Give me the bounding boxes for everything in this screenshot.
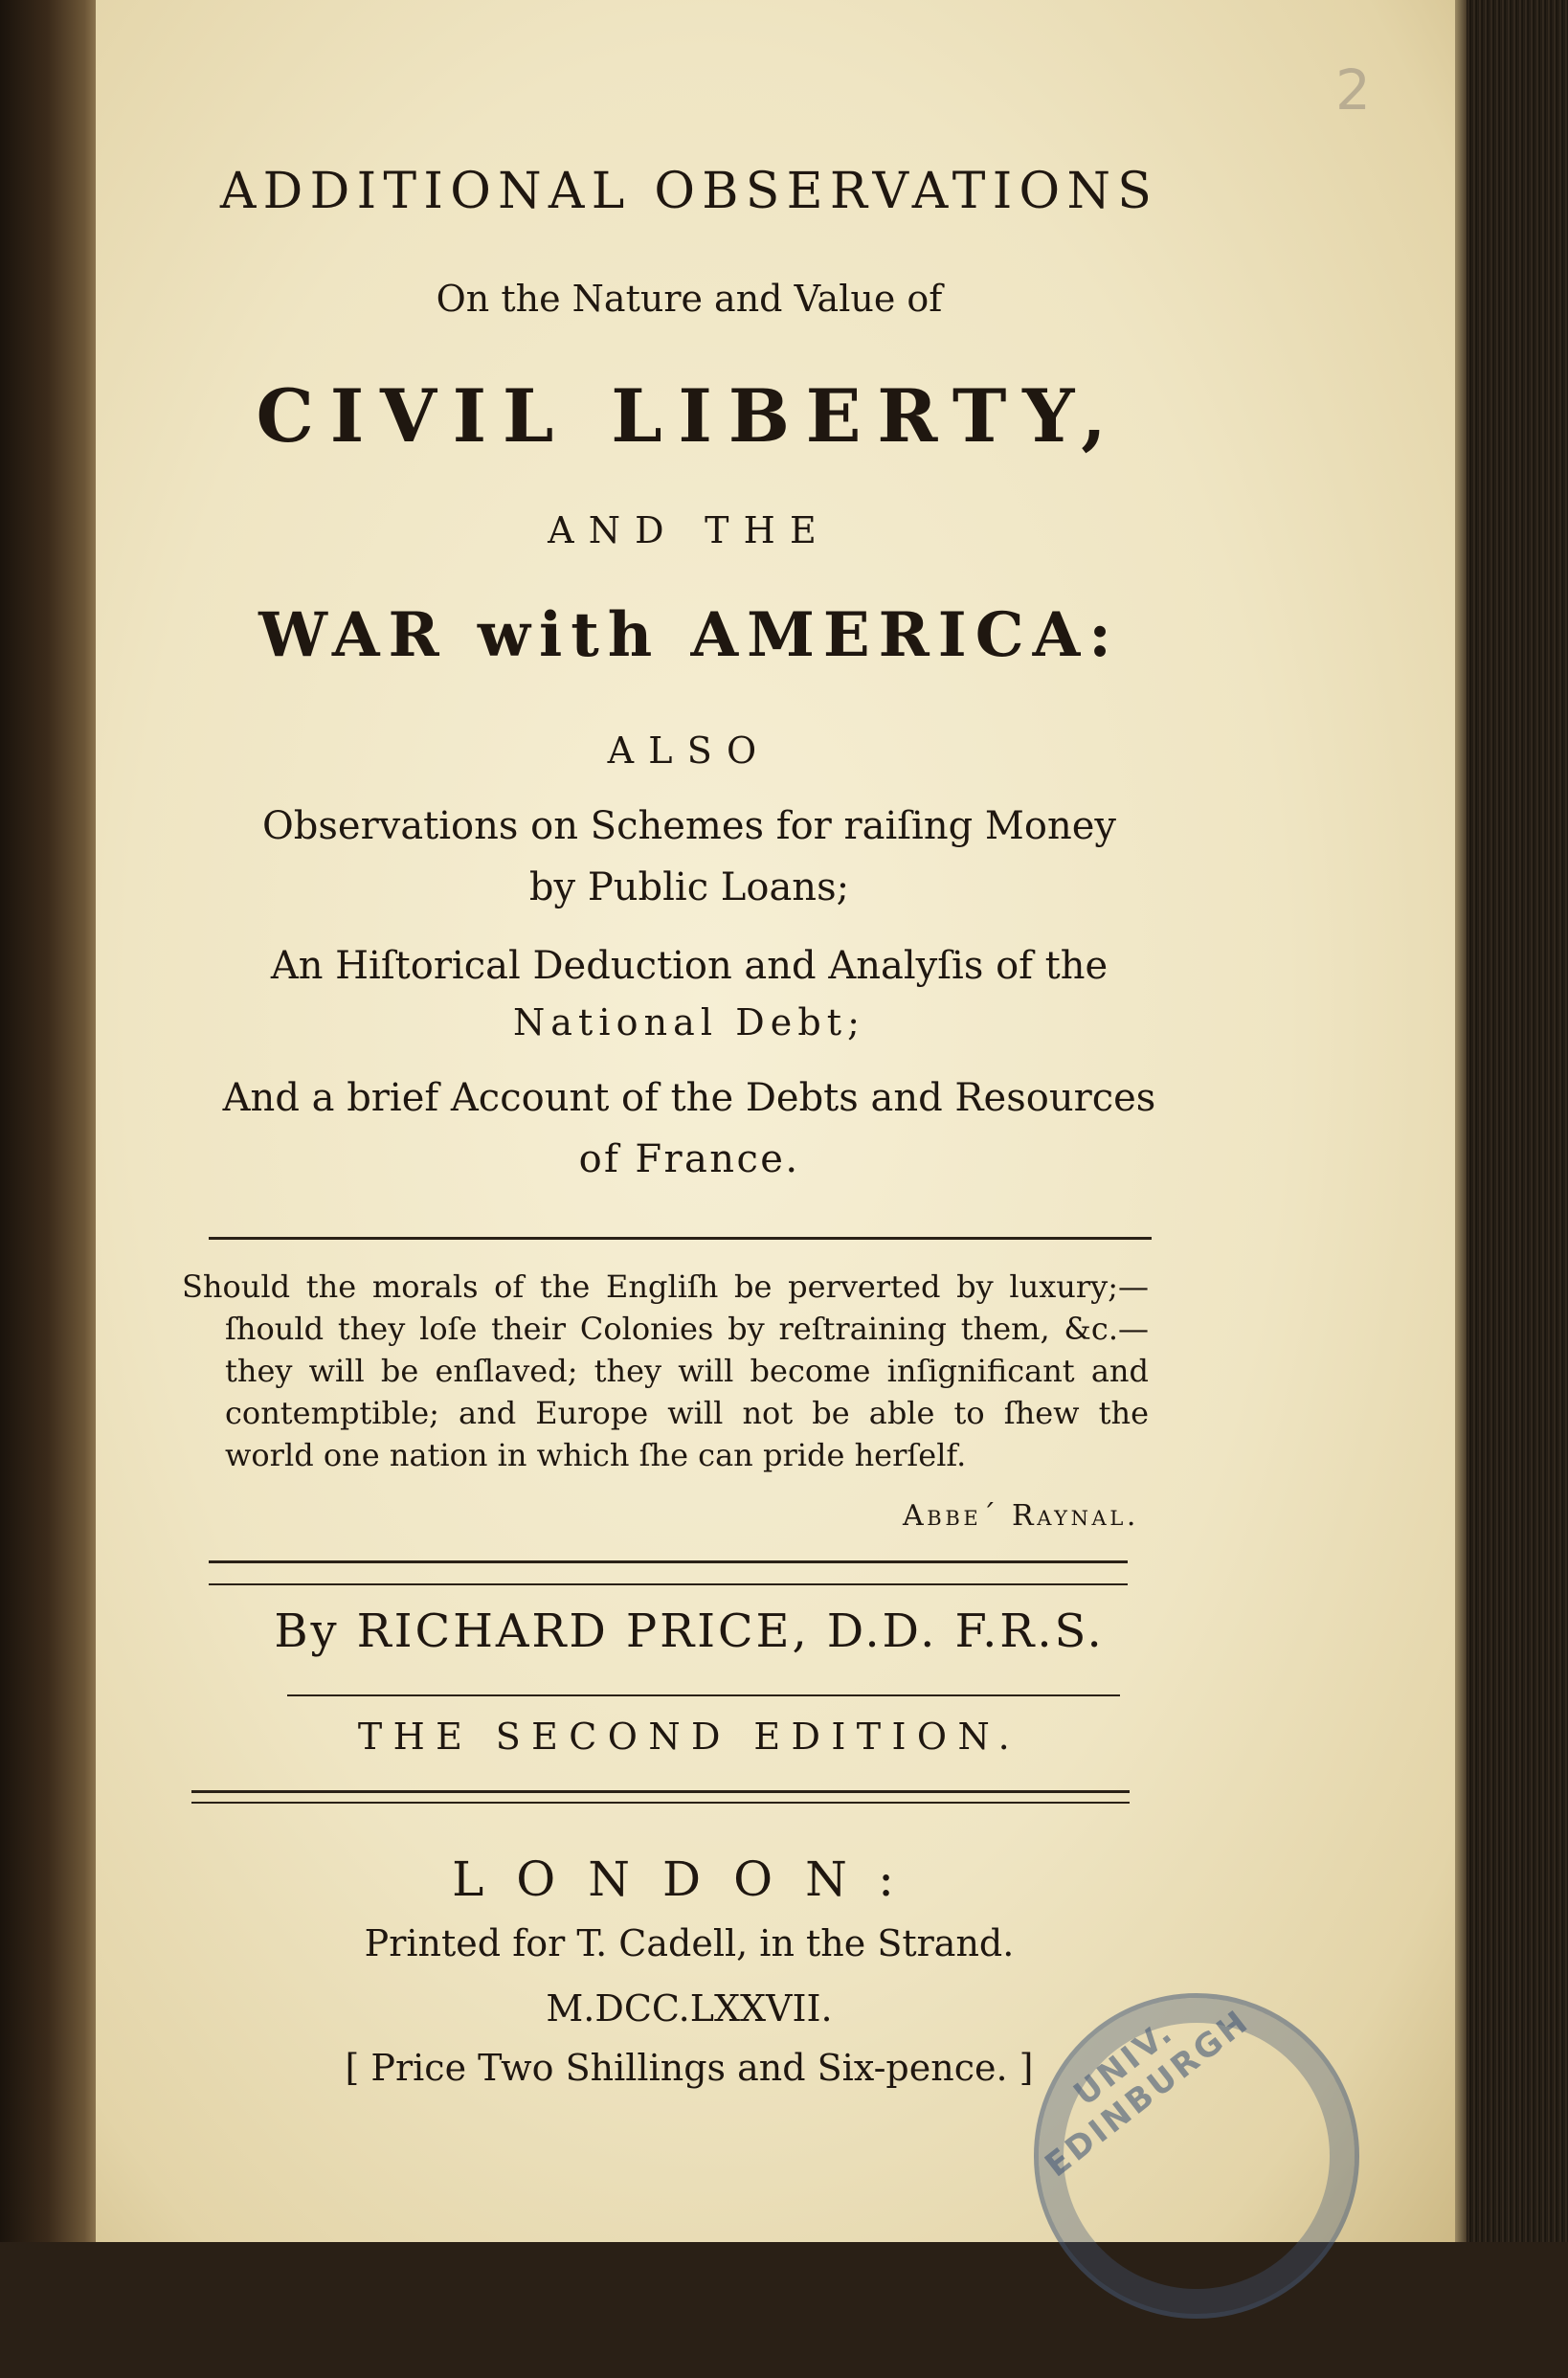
title-line-observations-schemes: Observations on Schemes for raiſing Money [262,804,1116,848]
page-edges [1455,0,1568,2242]
library-stamp [1034,1993,1359,2319]
epigraph-line: they will be enſlaved; they will become inſignificant and [225,1353,1149,1389]
pencil-page-number: 2 [1335,57,1371,123]
divider-rule-6 [191,1802,1130,1804]
divider-rule-3 [209,1583,1128,1585]
epigraph-attribution: Abbe´ Raynal. [903,1499,1139,1533]
imprint-printer: Printed for T. Cadell, in the Strand. [364,1922,1015,1964]
imprint-city: LONDON: [452,1851,927,1907]
title-line-war-with-america: WAR with AMERICA: [258,599,1120,671]
epigraph-line: Should the morals of the Engliſh be perverted by luxury;— [182,1268,1149,1305]
divider-rule-4 [287,1694,1120,1696]
divider-rule-2 [209,1560,1128,1563]
edition-line: THE SECOND EDITION. [357,1716,1021,1758]
divider-rule-5 [191,1790,1130,1793]
epigraph-line: contemptible; and Europe will not be able to ſhew the [225,1395,1149,1431]
title-line-civil-liberty: CIVIL LIBERTY, [256,373,1123,459]
title-line-historical-deduction: An Hiſtorical Deduction and Analyſis of the [270,944,1109,988]
title-line-debts-resources: And a brief Account of the Debts and Resources [222,1076,1156,1120]
imprint-year: M.DCC.LXXVII. [546,1987,833,2030]
epigraph-line: world one nation in which ſhe can pride herſelf. [225,1437,967,1473]
title-line-public-loans: by Public Loans; [528,865,850,909]
imprint-price: [ Price Two Shillings and Six-pence. ] [345,2047,1034,2089]
library-stamp-text: UNIV. EDINBURGH [1038,2002,1258,2186]
title-line-also: ALSO [607,729,772,772]
divider-rule-1 [209,1237,1152,1240]
title-line-additional-observations: ADDITIONAL OBSERVATIONS [219,163,1159,220]
title-line-national-debt: National Debt; [512,1001,866,1043]
epigraph [182,1266,1149,1476]
author-line: By RICHARD PRICE, D.D. F.R.S. [274,1604,1105,1658]
title-line-and-the: AND THE [548,509,831,551]
title-line-of-france: of France. [578,1137,800,1181]
book-binding [0,0,105,2242]
title-line-nature-value: On the Nature and Value of [436,278,943,320]
epigraph-line: ſhould they loſe their Colonies by reſtraining them, &c.— [225,1311,1149,1347]
